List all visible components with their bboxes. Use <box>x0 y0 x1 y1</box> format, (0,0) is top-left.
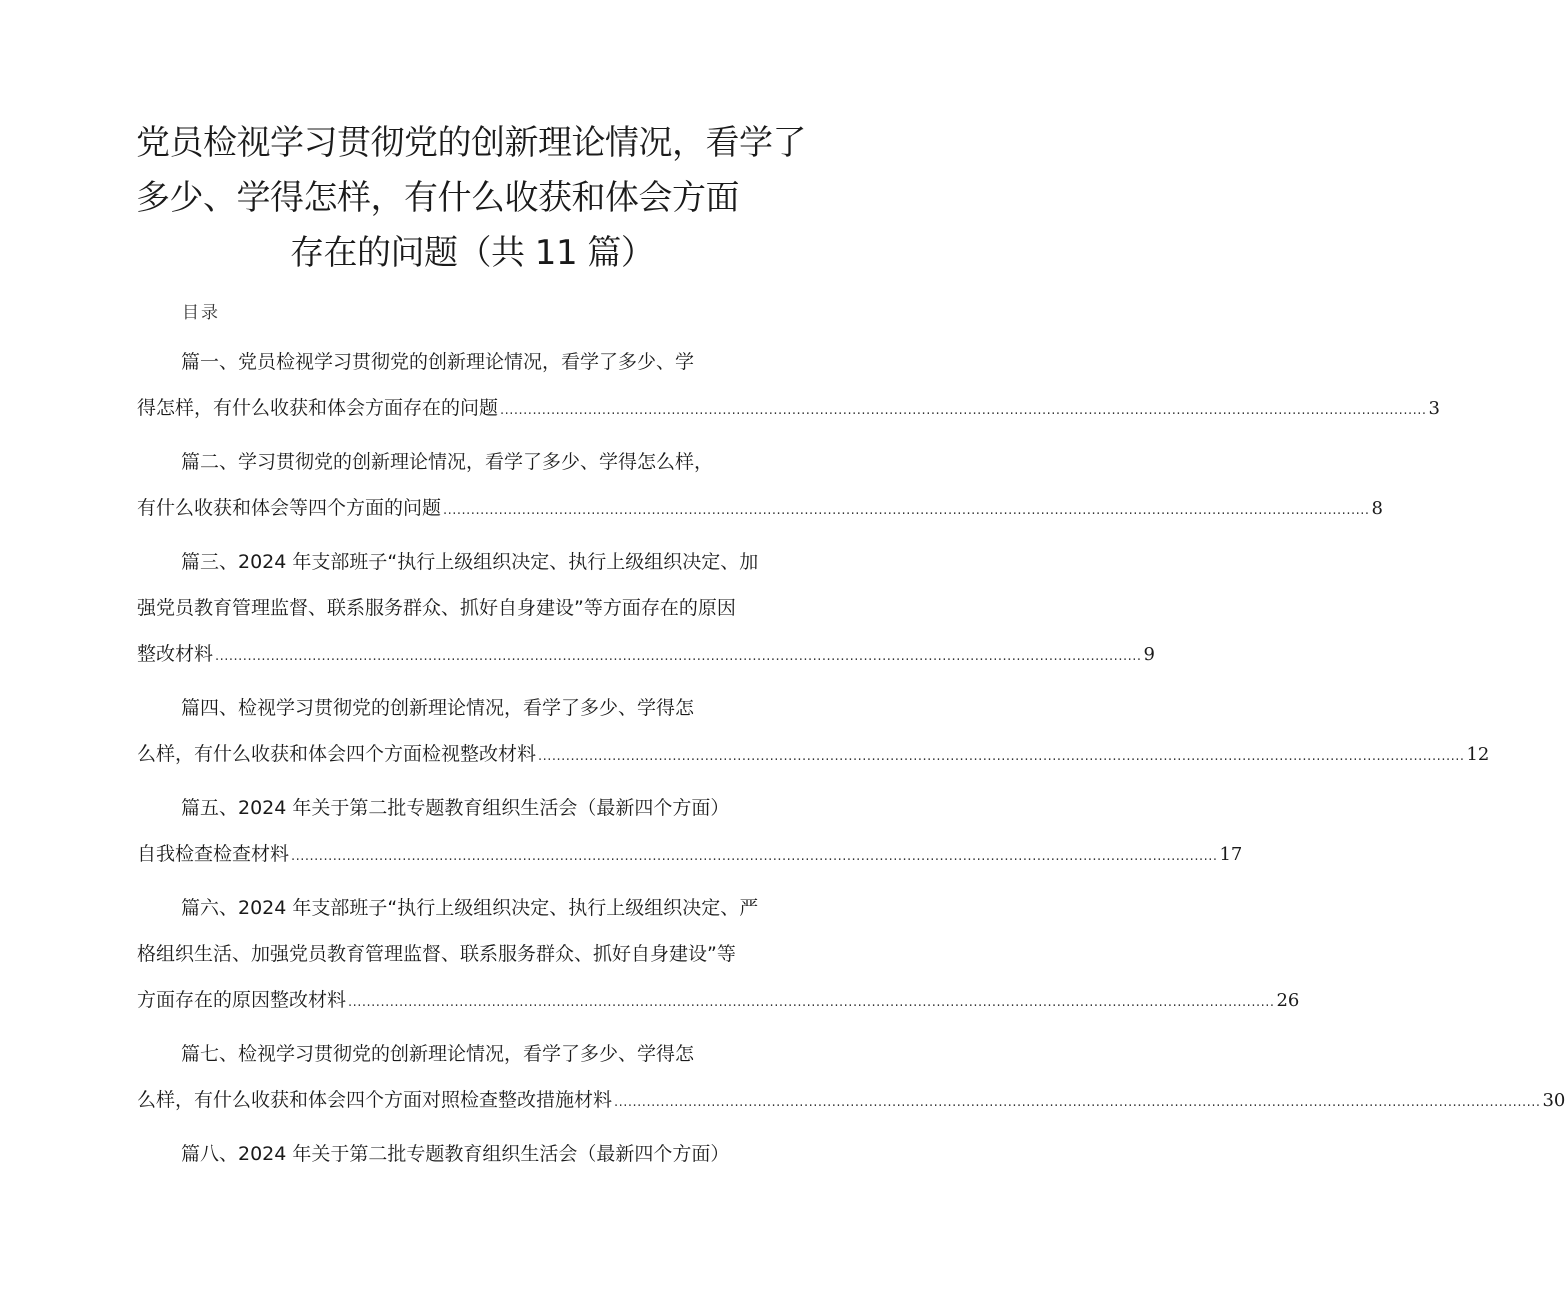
toc-entry-text-line: 篇八、2024 年关于第二批专题教育组织生活会（最新四个方面） <box>181 1143 730 1165</box>
toc-page-number: 9 <box>1143 644 1155 665</box>
dot-leader: ........................................................................................................................................................................................................ <box>348 995 1275 1010</box>
toc-entry[interactable] <box>137 1131 785 1177</box>
toc-entry-last-line <box>137 385 1440 431</box>
toc-page-number: 26 <box>1276 990 1300 1011</box>
toc-page-number: 17 <box>1219 844 1243 865</box>
dot-leader: ........................................................................................................................................................................................................ <box>215 649 1142 664</box>
toc-entry-text-line: 强党员教育管理监督、联系服务群众、抓好自身建设”等方面存在的原因 <box>137 597 736 619</box>
toc-entry[interactable] <box>137 885 1300 1023</box>
toc-entry-text-line: 篇三、2024 年支部班子“执行上级组织决定、执行上级组织决定、加 <box>181 551 759 573</box>
toc-entry-last-line <box>137 631 1155 677</box>
toc-page-number: 3 <box>1428 398 1440 419</box>
toc-entry[interactable] <box>137 339 1440 431</box>
toc-entry-text-line: 有什么收获和体会等四个方面的问题 <box>137 497 442 519</box>
toc-entry-text-line: 篇五、2024 年关于第二批专题教育组织生活会（最新四个方面） <box>181 797 730 819</box>
toc-page-number: 8 <box>1371 498 1383 519</box>
toc-entry-last-line <box>137 831 1243 877</box>
title-line-3: 存在的问题（共 11 篇） <box>290 233 655 273</box>
toc-page-number: 12 <box>1466 744 1490 765</box>
toc-entry-text-line: 格组织生活、加强党员教育管理监督、联系服务群众、抓好自身建设”等 <box>137 943 736 965</box>
toc-entry-text-line: 篇一、党员检视学习贯彻党的创新理论情况，看学了多少、学 <box>181 351 695 373</box>
toc-entry-text-line: 自我检查检查材料 <box>137 843 290 865</box>
toc-entry[interactable] <box>137 439 1383 531</box>
toc-label: 目录 <box>182 303 220 323</box>
toc-entry-text-line: 篇七、检视学习贯彻党的创新理论情况，看学了多少、学得怎 <box>181 1043 695 1065</box>
toc-entry[interactable] <box>137 785 1243 877</box>
toc-entry-text-line: 得怎样，有什么收获和体会方面存在的问题 <box>137 397 499 419</box>
toc-entry-text-line: 整改材料 <box>137 643 214 665</box>
toc-entry-text-line: 方面存在的原因整改材料 <box>137 989 347 1011</box>
dot-leader: ........................................................................................................................................................................................................ <box>443 503 1370 518</box>
title-line-2: 多少、学得怎样，有什么收获和体会方面 <box>136 178 739 218</box>
dot-leader: ........................................................................................................................................................................................................ <box>538 749 1465 764</box>
toc-entry-last-line <box>137 485 1383 531</box>
toc-entry[interactable] <box>137 1031 1565 1123</box>
dot-leader: ........................................................................................................................................................................................................ <box>614 1095 1541 1110</box>
toc-entry[interactable] <box>137 685 1490 777</box>
toc-page-number: 30 <box>1542 1090 1565 1111</box>
toc-entry-text-line: 篇四、检视学习贯彻党的创新理论情况，看学了多少、学得怎 <box>181 697 695 719</box>
toc-entry-last-line <box>137 731 1490 777</box>
toc-entry-last-line <box>137 977 1300 1023</box>
document-title <box>136 116 806 281</box>
toc-entry-text-line: 么样，有什么收获和体会四个方面对照检查整改措施材料 <box>137 1089 613 1111</box>
table-of-contents <box>137 339 1565 1185</box>
toc-entry-last-line <box>137 1077 1565 1123</box>
dot-leader: ........................................................................................................................................................................................................ <box>291 849 1218 864</box>
toc-entry-text-line: 么样，有什么收获和体会四个方面检视整改材料 <box>137 743 537 765</box>
title-line-1: 党员检视学习贯彻党的创新理论情况，看学了 <box>136 123 806 163</box>
dot-leader: ........................................................................................................................................................................................................ <box>500 403 1427 418</box>
toc-entry-text-line: 篇二、学习贯彻党的创新理论情况，看学了多少、学得怎么样， <box>181 451 714 473</box>
toc-entry-text-line: 篇六、2024 年支部班子“执行上级组织决定、执行上级组织决定、严 <box>181 897 759 919</box>
toc-entry[interactable] <box>137 539 1155 677</box>
